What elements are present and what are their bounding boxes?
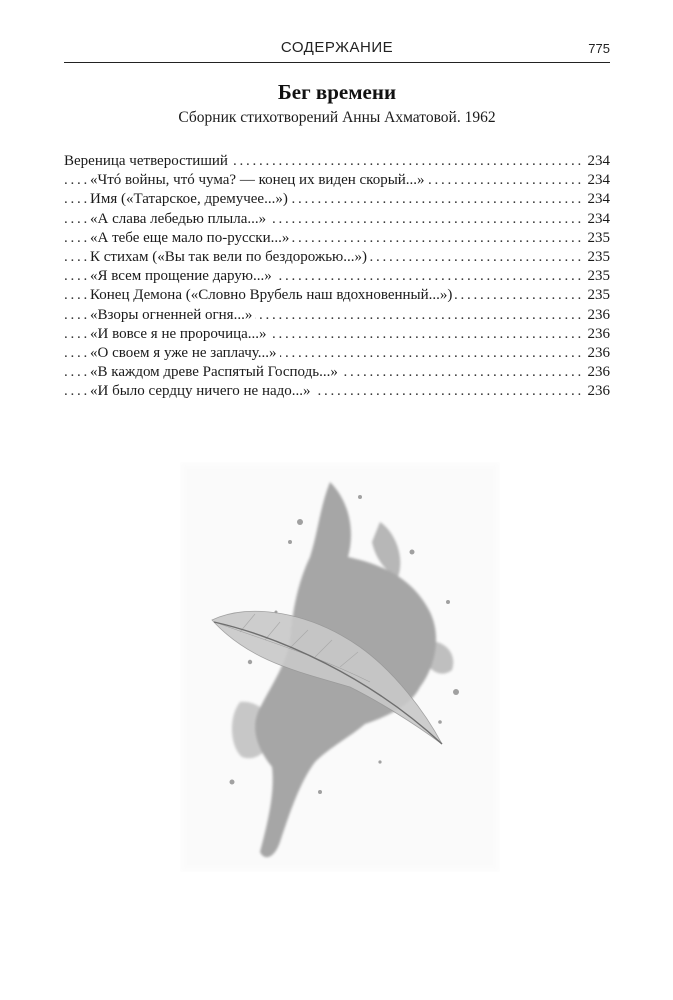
- toc-entry[interactable]: [64, 210, 610, 229]
- toc-entry[interactable]: [64, 382, 610, 401]
- toc-entry[interactable]: [64, 152, 610, 171]
- toc-entry-page: 234: [585, 152, 611, 171]
- collection-title: Бег времени: [277, 80, 397, 104]
- section-title: СОДЕРЖАНИЕ: [280, 39, 394, 56]
- toc-entry-page: 235: [585, 229, 611, 248]
- toc-entry[interactable]: [64, 306, 610, 325]
- page-number: 775: [588, 41, 610, 56]
- toc-entry-page: 236: [585, 344, 611, 363]
- feather-ink-illustration: [180, 462, 500, 872]
- toc-entry[interactable]: [64, 325, 610, 344]
- table-of-contents: [64, 152, 610, 401]
- toc-entry-page: 235: [585, 286, 611, 305]
- toc-entry[interactable]: [64, 229, 610, 248]
- toc-entry[interactable]: [64, 248, 610, 267]
- collection-subtitle: Сборник стихотворений Анны Ахматовой. 1962: [178, 109, 496, 126]
- running-header: [64, 38, 610, 63]
- toc-entry-title: «А слава лебедью плыла...»: [90, 211, 269, 227]
- toc-entry-title: «А тебе еще мало по-русски...»: [90, 230, 292, 246]
- toc-entry-title: «И было сердцу ничего не надо...»: [90, 383, 314, 399]
- toc-entry-title: «Я всем прощение дарую...»: [90, 268, 275, 284]
- toc-entry-title: Конец Демона («Словно Врубель наш вдохновенный...»): [90, 287, 455, 303]
- toc-entry-title: «И вовсе я не пророчица...»: [90, 326, 270, 342]
- toc-entry-title: Вереница четверостиший: [64, 153, 231, 169]
- toc-entry[interactable]: [64, 190, 610, 209]
- toc-entry-title: «В каждом древе Распятый Господь...»: [90, 364, 341, 380]
- feather-ink-splash-icon: [180, 462, 500, 872]
- toc-entry-page: 235: [585, 267, 611, 286]
- toc-entry[interactable]: [64, 344, 610, 363]
- toc-entry[interactable]: [64, 171, 610, 190]
- toc-entry-title: «О своем я уже не заплачу...»: [90, 345, 280, 361]
- toc-entry-title: К стихам («Вы так вели по бездорожью...»): [90, 249, 370, 265]
- toc-entry[interactable]: [64, 267, 610, 286]
- toc-entry[interactable]: [64, 286, 610, 305]
- toc-entry-page: 235: [585, 248, 611, 267]
- toc-entry-page: 234: [585, 171, 611, 190]
- toc-entry-page: 236: [585, 363, 611, 382]
- toc-entry-title: «Взоры огненней огня...»: [90, 307, 255, 323]
- toc-entry-page: 236: [585, 306, 611, 325]
- toc-entry-page: 236: [585, 382, 611, 401]
- toc-entry-title: Имя («Татарское, дремучее...»): [90, 191, 291, 207]
- toc-entry-title: «Чтó войны, чтó чума? — конец их виден скорый...»: [90, 172, 428, 188]
- toc-entry[interactable]: [64, 363, 610, 382]
- toc-entry-page: 234: [585, 190, 611, 209]
- toc-entry-page: 234: [585, 210, 611, 229]
- toc-entry-page: 236: [585, 325, 611, 344]
